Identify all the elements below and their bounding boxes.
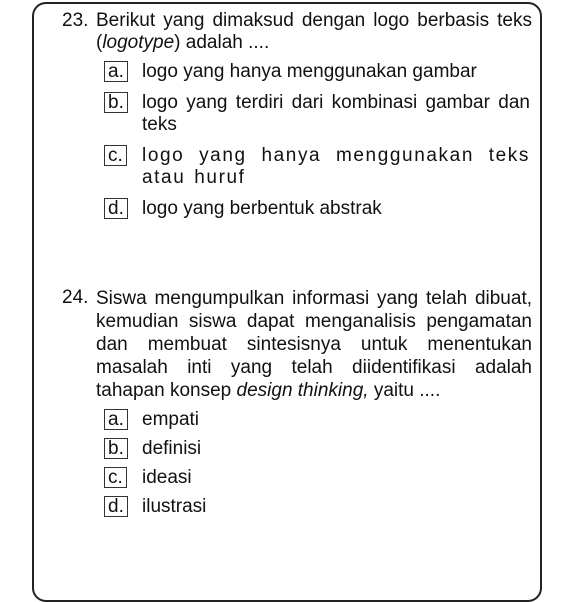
option-letter-box: a.: [104, 409, 128, 430]
option-letter-box: b.: [104, 92, 128, 113]
option-letter-box: d.: [104, 496, 128, 517]
option-text: logo yang hanya menggunakan gambar: [142, 61, 477, 82]
question-text: Berikut yang dimaksud dengan logo berbasis teks (logotype) adalah ....: [96, 10, 532, 53]
answer-options: [104, 61, 532, 220]
option-d[interactable]: [104, 198, 530, 220]
option-a[interactable]: [104, 61, 530, 83]
answer-options: [104, 409, 532, 518]
option-text: ilustrasi: [142, 496, 207, 517]
option-text: logo yang berbentuk abstrak: [142, 198, 382, 219]
option-text: ideasi: [142, 467, 192, 488]
option-c[interactable]: [104, 145, 530, 189]
question-23: [62, 10, 532, 229]
option-text: logo yang hanya menggunakan teks atau huruf: [142, 145, 530, 188]
option-letter-box: d.: [104, 198, 128, 219]
question-number: 24.: [62, 287, 89, 308]
option-letter-box: a.: [104, 61, 128, 82]
option-text: empati: [142, 409, 200, 430]
question-text: Siswa mengumpulkan informasi yang telah dibuat, kemudian siswa dapat menganalisis pengamatan dan membuat sintesisnya untuk menentukan masalah inti yang telah diidentifikasi adalah tahapan konsep design thinking, yaitu ....: [96, 288, 532, 401]
option-b[interactable]: [104, 438, 530, 460]
option-b[interactable]: [104, 92, 530, 136]
option-letter-box: c.: [104, 145, 127, 166]
option-text: logo yang terdiri dari kombinasi gambar dan teks: [142, 92, 530, 135]
option-letter-box: c.: [104, 467, 127, 488]
question-24: [62, 287, 532, 525]
question-number: 23.: [62, 10, 89, 31]
option-text: definisi: [142, 438, 202, 459]
option-letter-box: b.: [104, 438, 128, 459]
option-c[interactable]: [104, 467, 530, 489]
option-a[interactable]: [104, 409, 530, 431]
option-d[interactable]: [104, 496, 530, 518]
